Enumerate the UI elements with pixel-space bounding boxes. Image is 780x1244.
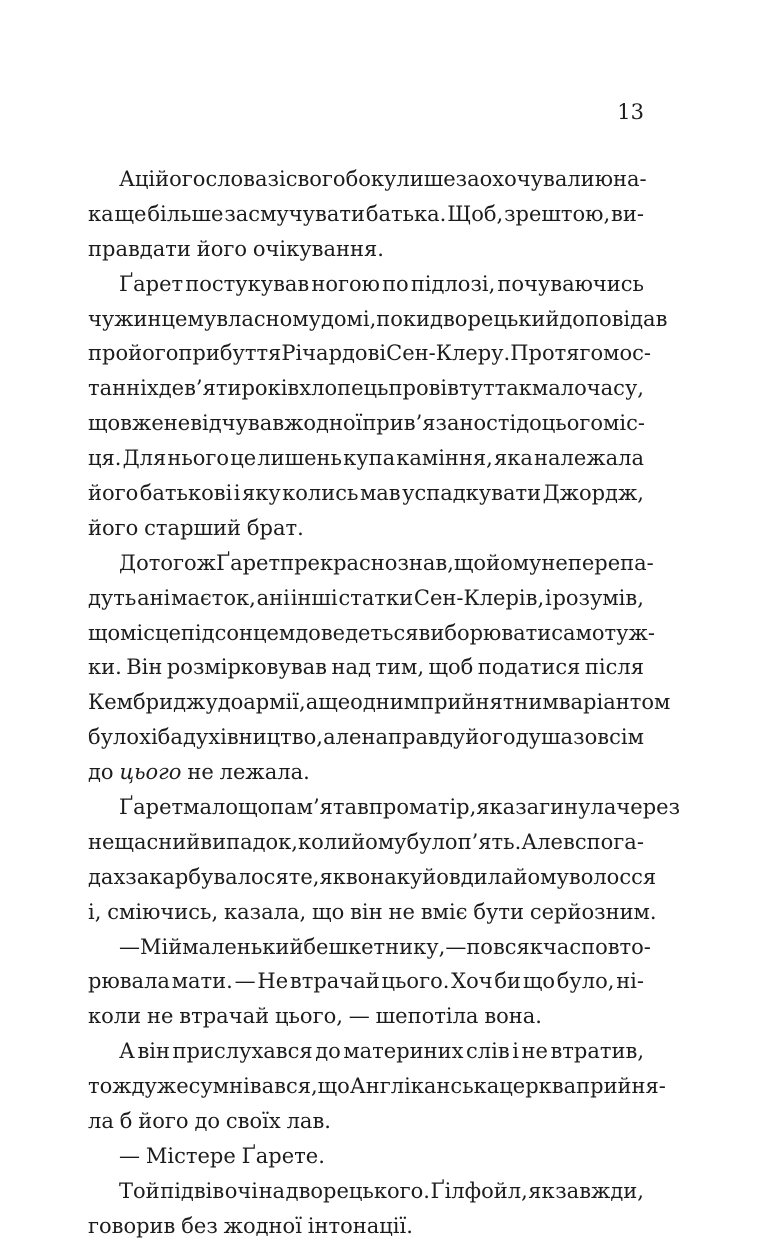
word: заохочували (455, 167, 595, 191)
word: А (119, 1039, 135, 1064)
text-line (88, 232, 644, 267)
word: прийня- (576, 1074, 666, 1099)
word: Мій (140, 934, 183, 959)
word: до (88, 760, 114, 785)
word: очі (224, 1178, 259, 1203)
word: його (155, 167, 206, 191)
text-line (88, 860, 657, 895)
word: Кембриджу (88, 690, 218, 715)
text-line (88, 616, 655, 651)
word: інтонації. (307, 1213, 413, 1238)
word: Ґілфойл, (430, 1178, 528, 1203)
word: і (512, 1039, 519, 1064)
word: Сен-Клерів, (413, 585, 545, 610)
word: би (494, 969, 522, 994)
word: — (445, 934, 467, 959)
word: мав (359, 481, 401, 506)
word: його (465, 725, 516, 750)
word: про (88, 341, 129, 366)
word: серйозним. (529, 899, 657, 924)
word: ані (137, 585, 171, 610)
word: п’ять. (457, 829, 522, 854)
word: матір, (408, 795, 477, 820)
word: статки (338, 585, 414, 610)
word: успадкувати (402, 481, 542, 506)
word: його (128, 341, 179, 366)
word: варіантом (558, 690, 671, 715)
text-line (88, 1209, 644, 1244)
word: після (584, 655, 644, 680)
word: мало (531, 376, 587, 401)
word: цього, (274, 1004, 343, 1029)
word: поки (376, 306, 431, 331)
word: ця. (88, 446, 122, 471)
word: без (181, 1213, 218, 1238)
text-line (88, 546, 654, 581)
text-line (88, 441, 644, 476)
word: він (137, 1039, 170, 1064)
text-line (88, 790, 681, 825)
text-line (88, 197, 644, 232)
word: своїх (225, 1109, 281, 1134)
word: що (312, 899, 345, 924)
word: йому (513, 864, 569, 889)
word: чужинцем (88, 306, 204, 331)
text-line (88, 755, 644, 790)
text-line (88, 1139, 644, 1174)
word: Ґарет (119, 271, 184, 296)
word: його (88, 481, 139, 506)
text-line (88, 825, 644, 860)
word: домі, (320, 306, 377, 331)
word: Хоч (451, 969, 493, 994)
word: втрачай (289, 969, 380, 994)
text-line (88, 476, 644, 511)
word: вона (345, 864, 397, 889)
word: Річардові (281, 341, 387, 366)
word: ка (88, 201, 114, 226)
word: говорив (88, 1213, 176, 1238)
word: належала (534, 446, 644, 471)
word: мало (183, 795, 238, 820)
word: у (203, 306, 217, 331)
word: сумнівався, (188, 1074, 318, 1099)
word: очікування. (252, 236, 384, 261)
word: що (317, 1074, 350, 1099)
word: ще (114, 201, 147, 226)
word: слова (205, 167, 268, 191)
word: Ґарет (215, 550, 281, 575)
word: Але (521, 829, 563, 854)
word: до (217, 690, 244, 715)
word: по (382, 271, 409, 296)
word: не (146, 1004, 174, 1029)
word: що (88, 411, 121, 436)
word: що (237, 795, 271, 820)
text-line (88, 999, 644, 1034)
word: сонцем (214, 620, 296, 645)
text-line (88, 1069, 666, 1104)
word: ла (88, 1109, 114, 1134)
word: нього (167, 446, 230, 471)
text-line (88, 581, 644, 616)
text-line (88, 162, 647, 197)
word: жодної (284, 411, 363, 436)
word: і, (88, 899, 102, 924)
word: податися (477, 655, 581, 680)
word: лав. (286, 1109, 331, 1134)
word: не (388, 899, 415, 924)
body-text (88, 162, 681, 1244)
word: казала, (224, 899, 307, 924)
word: батькові (139, 481, 233, 506)
word: Протягом (510, 341, 620, 366)
word: було, (556, 969, 615, 994)
word: років (241, 376, 300, 401)
word: лишень (257, 446, 342, 471)
word: — (119, 1143, 140, 1168)
word: лише (396, 167, 456, 191)
word: знав, (397, 550, 454, 575)
word: юна- (594, 167, 647, 191)
word: Не (257, 969, 289, 994)
word: повсякчас (466, 934, 582, 959)
word: цього. (381, 969, 450, 994)
word: ж (196, 550, 216, 575)
word: дев’яти (158, 376, 242, 401)
word: вже (120, 411, 164, 436)
word: міс- (603, 411, 645, 436)
word: провів (388, 376, 459, 401)
word: тим, (375, 655, 424, 680)
word: в (563, 829, 575, 854)
word: і (233, 481, 241, 506)
text-line (88, 302, 668, 337)
word: Він (126, 655, 163, 680)
word: дворецького. (285, 1178, 430, 1203)
word: це (230, 446, 257, 471)
word: до (516, 411, 542, 436)
text-line (88, 650, 644, 685)
word: втратив, (550, 1039, 644, 1064)
word: бути (473, 899, 524, 924)
word: А (119, 167, 135, 191)
word: нещасний (88, 829, 201, 854)
word: вміє (420, 899, 468, 924)
word: не (521, 1039, 548, 1064)
word: Ґарет (119, 795, 184, 820)
text-line (88, 930, 651, 965)
word: пам’ятав (270, 795, 369, 820)
word: засмучувати (224, 201, 365, 226)
word: підлозі, (410, 271, 496, 296)
word: загинула (515, 795, 617, 820)
word: прив’язаності (362, 411, 517, 436)
word: було (406, 829, 458, 854)
word: тут (458, 376, 495, 401)
word: армії, (243, 690, 306, 715)
word: ви- (611, 201, 644, 226)
word: дворецький (430, 306, 560, 331)
word: втрачай (179, 1004, 270, 1029)
word: під (180, 620, 215, 645)
text-line (88, 895, 657, 930)
text-line (88, 685, 671, 720)
word: було (88, 725, 139, 750)
word: маєток, (171, 585, 256, 610)
word: Джордж, (542, 481, 644, 506)
word: цього (119, 760, 182, 785)
word: материних (343, 1039, 464, 1064)
word: вона. (484, 1004, 542, 1029)
word: батька. (365, 201, 447, 226)
word: коли (88, 1004, 142, 1029)
word: шепотіла (375, 1004, 479, 1029)
word: церква (499, 1074, 577, 1099)
word: він (350, 899, 383, 924)
text-line (88, 1174, 644, 1209)
word: що (453, 550, 487, 575)
word: Для (122, 446, 167, 471)
word: сміючись, (107, 899, 219, 924)
word: не (163, 411, 191, 436)
word: що (522, 969, 555, 994)
word: мати. (171, 969, 233, 994)
word: спога- (574, 829, 644, 854)
word: більше (147, 201, 224, 226)
word: слів (466, 1039, 510, 1064)
text-line (88, 1104, 644, 1139)
word: на (258, 1178, 286, 1203)
word: його (138, 1109, 189, 1134)
word: хіба (139, 725, 183, 750)
word: волосся (568, 864, 657, 889)
word: яка (493, 446, 533, 471)
word: ще (318, 690, 351, 715)
word: ос- (619, 341, 651, 366)
word: прекрасно (280, 550, 398, 575)
word: не (187, 760, 214, 785)
word: тож (88, 1074, 132, 1099)
word: відчував (190, 411, 285, 436)
word: розумів, (552, 585, 644, 610)
word: закарбувалося (125, 864, 289, 889)
word: його (196, 236, 248, 261)
word: дуть (88, 585, 137, 610)
word: духівництво, (183, 725, 323, 750)
word: доповідав (559, 306, 668, 331)
word: йому (351, 829, 407, 854)
word: ки. (88, 655, 122, 680)
word: коли (298, 829, 352, 854)
word: ані (256, 585, 290, 610)
text-line (88, 267, 644, 302)
word: Сен-Клеру. (386, 341, 511, 366)
word: — (348, 1004, 370, 1029)
word: свого (285, 167, 346, 191)
word: випадок, (200, 829, 298, 854)
word: жодної (223, 1213, 302, 1238)
word: до (194, 1109, 221, 1134)
word: щоб (428, 655, 474, 680)
word: постукував (185, 271, 310, 296)
word: брат. (246, 515, 304, 540)
word: що (88, 620, 121, 645)
word: одним (350, 690, 421, 715)
word: правдати (88, 236, 191, 261)
word: того (148, 550, 197, 575)
word: Той (119, 1178, 160, 1203)
word: як (319, 864, 346, 889)
word: інші (290, 585, 338, 610)
word: його (88, 515, 139, 540)
word: і (544, 585, 552, 610)
word: підвів (160, 1178, 225, 1203)
word: зі (267, 167, 286, 191)
word: боку (345, 167, 397, 191)
text-line (88, 964, 644, 999)
text-line (88, 336, 651, 371)
word: почуваючись (497, 271, 644, 296)
word: дах (88, 864, 126, 889)
word: самотуж- (551, 620, 655, 645)
word: б (119, 1109, 133, 1134)
word: повто- (581, 934, 651, 959)
word: те, (288, 864, 320, 889)
word: часу, (586, 376, 644, 401)
word: яку (241, 481, 281, 506)
word: прийнятним (420, 690, 559, 715)
word: але (323, 725, 362, 750)
word: направду (361, 725, 466, 750)
word: через (616, 795, 681, 820)
word: танніх (88, 376, 159, 401)
word: — (119, 934, 140, 959)
word: перепа- (567, 550, 654, 575)
word: душа (515, 725, 574, 750)
word: каміння, (396, 446, 493, 471)
word: власному (216, 306, 321, 331)
word: яка (476, 795, 516, 820)
word: маленький (182, 934, 304, 959)
word: — (234, 969, 256, 994)
word: місце (120, 620, 181, 645)
word: хлопець (299, 376, 389, 401)
word: бешкетнику, (303, 934, 446, 959)
word: розмірковував (166, 655, 328, 680)
word: колись (282, 481, 359, 506)
word: рювала (88, 969, 170, 994)
word: Містере (145, 1143, 236, 1168)
text-line (88, 371, 644, 406)
text-line (88, 1034, 644, 1069)
word: доведеться (295, 620, 419, 645)
word: ні- (616, 969, 644, 994)
text-line (88, 511, 644, 546)
word: не (541, 550, 568, 575)
word: прибуття (178, 341, 282, 366)
word: зрештою, (504, 201, 611, 226)
word: виборювати (418, 620, 552, 645)
word: про (368, 795, 409, 820)
word: так (494, 376, 532, 401)
word: купа (343, 446, 396, 471)
word: куйовдила (396, 864, 514, 889)
word: Англіканська (349, 1074, 500, 1099)
word: лежала. (219, 760, 310, 785)
text-line (88, 720, 644, 755)
word: а (305, 690, 319, 715)
text-line (88, 406, 644, 441)
word: ці (134, 167, 156, 191)
word: старший (144, 515, 242, 540)
page-number: 13 (617, 100, 644, 124)
word: До (119, 550, 149, 575)
word: завжди, (555, 1178, 644, 1203)
word: як (528, 1178, 555, 1203)
word: ногою (311, 271, 380, 296)
word: над (331, 655, 371, 680)
word: Ґарете. (241, 1143, 325, 1168)
word: дуже (131, 1074, 189, 1099)
word: цього (541, 411, 604, 436)
word: зовсім (573, 725, 644, 750)
word: йому (486, 550, 542, 575)
word: прислухався (172, 1039, 313, 1064)
word: до (315, 1039, 341, 1064)
word: Щоб, (447, 201, 504, 226)
